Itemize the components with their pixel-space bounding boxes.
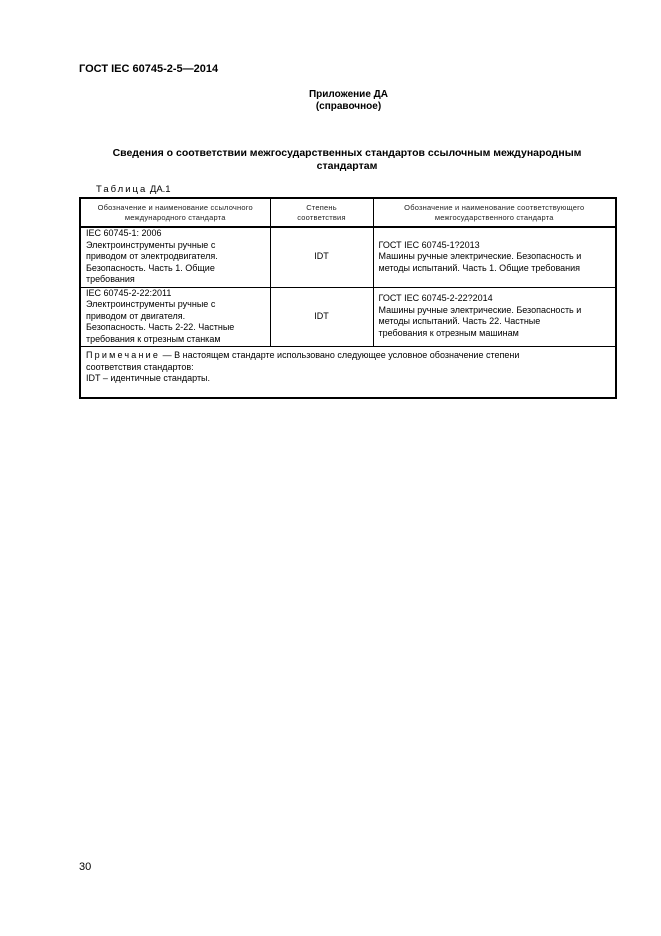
interstate-standard-cell: ГОСТ IEC 60745-1?2013 Машины ручные электрические. Безопасность и методы испытаний. Часть 1. Общие требования bbox=[373, 227, 616, 287]
note-text-line-3: IDT – идентичные стандарты. bbox=[86, 373, 211, 383]
column-header-international-standard: Обозначение и наименование ссылочного международного стандарта bbox=[80, 198, 270, 227]
page-number: 30 bbox=[79, 861, 92, 873]
degree-cell: IDT bbox=[270, 287, 373, 347]
table-row bbox=[80, 287, 616, 347]
section-heading-line-2: стандартам bbox=[316, 160, 378, 172]
appendix-title: Приложение ДА bbox=[308, 89, 389, 100]
table-caption-word: Таблица bbox=[96, 184, 148, 195]
section-heading-line-1: Сведения о соответствии межгосударственных стандартов ссылочным международным bbox=[112, 147, 582, 159]
appendix-header bbox=[0, 89, 661, 113]
note-text-line-2: соответствия стандартов: bbox=[86, 361, 194, 372]
international-standard-cell: IEC 60745-2-22:2011 Электроинструменты ручные с приводом от двигателя. Безопасность. Часть 2-22. Частные требования к отрезным станкам bbox=[80, 287, 270, 347]
international-standard-cell: IEC 60745-1: 2006 Электроинструменты ручные с приводом от электродвигателя. Безопасность. Часть 1. Общие требования bbox=[80, 227, 270, 287]
section-heading bbox=[79, 147, 615, 173]
note-text: — В настоящем стандарте использовано следующее условное обозначение степени bbox=[160, 350, 520, 360]
table-note-row bbox=[80, 347, 616, 398]
table-row bbox=[80, 227, 616, 287]
note-label: Примечание bbox=[86, 350, 161, 360]
column-header-interstate-standard: Обозначение и наименование соответствующего межгосударственного стандарта bbox=[373, 198, 616, 227]
table-note bbox=[80, 347, 616, 398]
appendix-subtitle: (справочное) bbox=[315, 101, 382, 112]
document-code: ГОСТ IEC 60745-2-5—2014 bbox=[79, 63, 219, 75]
column-header-degree: Степень соответствия bbox=[270, 198, 373, 227]
table-caption bbox=[96, 184, 171, 195]
interstate-standard-cell: ГОСТ IEC 60745-2-22?2014 Машины ручные электрические. Безопасность и методы испытаний. Часть 22. Частные требования к отрезным машинам bbox=[373, 287, 616, 347]
degree-cell: IDT bbox=[270, 227, 373, 287]
table-header-row bbox=[80, 198, 616, 227]
correspondence-table bbox=[79, 197, 617, 399]
table-caption-id: ДА.1 bbox=[149, 184, 171, 195]
